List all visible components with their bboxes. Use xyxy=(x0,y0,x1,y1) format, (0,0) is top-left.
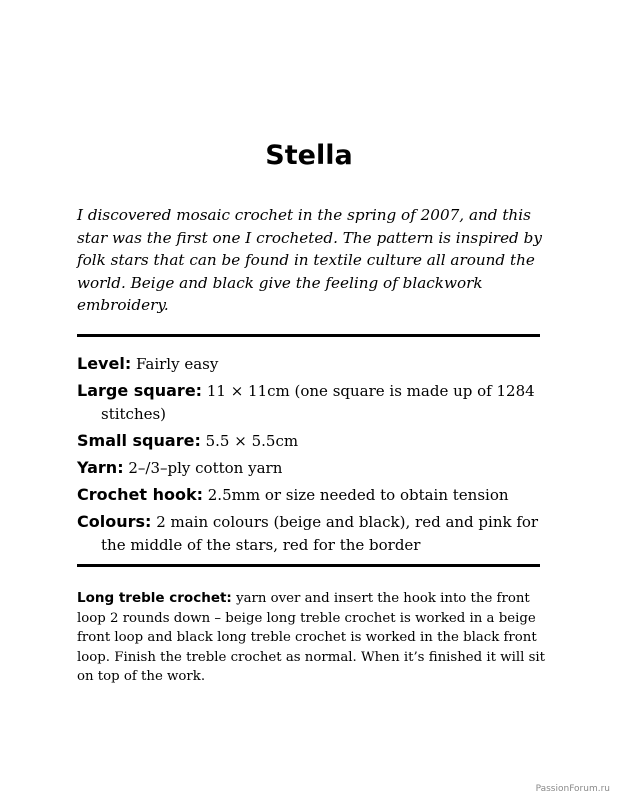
spec-label: Small square: xyxy=(77,431,201,450)
spec-label: Crochet hook: xyxy=(77,485,203,504)
spec-value: Fairly easy xyxy=(136,355,219,373)
spec-value: 5.5 × 5.5cm xyxy=(205,432,299,450)
top-divider xyxy=(77,334,540,337)
spec-value: 2 main colours (beige and black), red and pink for the middle of the stars, red for the border xyxy=(101,513,539,554)
technique-note xyxy=(77,589,547,687)
page-title: Stella xyxy=(265,140,353,171)
spec-level xyxy=(77,352,547,376)
intro-paragraph: I discovered mosaic crochet in the spring of 2007, and this star was the first one I crocheted. The pattern is inspired by folk stars that can be found in textile culture all around the world. Beige and black give the feeling of blackwork embroidery. xyxy=(77,206,542,314)
spec-yarn xyxy=(77,456,547,480)
spec-label: Yarn: xyxy=(77,458,124,477)
spec-small-square xyxy=(77,429,547,453)
spec-value: 2–/3–ply cotton yarn xyxy=(128,459,283,477)
spec-crochet-hook xyxy=(77,483,547,507)
watermark: PassionForum.ru xyxy=(535,784,610,794)
specs-list xyxy=(77,352,547,560)
spec-value: 11 × 11cm (one square is made up of 1284 stitches) xyxy=(101,382,535,423)
spec-label: Level: xyxy=(77,354,132,373)
note-text: yarn over and insert the hook into the front loop 2 rounds down – beige long treble crochet is worked in a beige front loop and black long treble crochet is worked in the black front loop. Finish the treble crochet as normal. When it’s finished it will sit on top of the work. xyxy=(77,591,546,684)
spec-label: Colours: xyxy=(77,512,152,531)
note-label: Long treble crochet: xyxy=(77,590,232,606)
spec-label: Large square: xyxy=(77,381,203,400)
spec-colours xyxy=(77,510,547,557)
bottom-divider xyxy=(77,564,540,567)
spec-large-square xyxy=(77,379,547,426)
spec-value: 2.5mm or size needed to obtain tension xyxy=(207,486,509,504)
